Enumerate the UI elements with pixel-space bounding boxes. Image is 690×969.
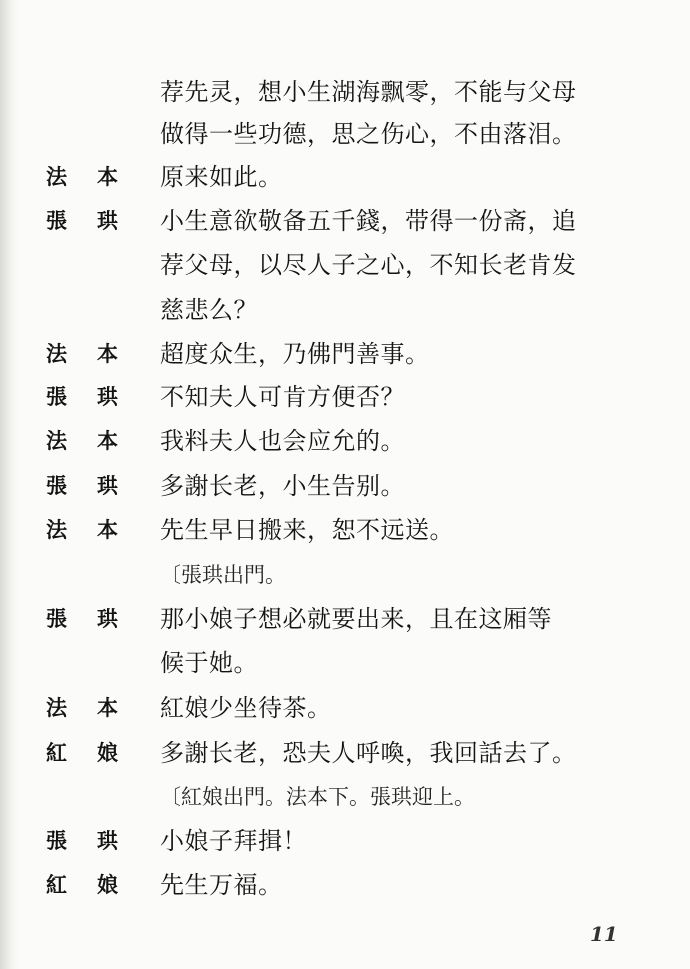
speaker-name: 法本	[46, 164, 148, 189]
dialogue-text: 做得一些功德，思之伤心，不由落泪。	[160, 120, 577, 148]
speaker-name: 紅娘	[46, 740, 148, 765]
dialogue-text: 慈悲么？	[160, 296, 258, 324]
page-spine-shadow	[0, 0, 18, 969]
dialogue-text: 那小娘子想必就要出来，且在这厢等	[160, 605, 552, 633]
speaker-name: 張珙	[46, 473, 148, 498]
dialogue-text: 先生万福。	[160, 871, 283, 899]
dialogue-text: 原来如此。	[160, 163, 283, 191]
dialogue-text: 超度众生，乃佛門善事。	[160, 340, 430, 368]
dialogue-text: 多謝长老，小生告别。	[160, 472, 405, 500]
speaker-name: 張珙	[46, 828, 148, 853]
dialogue-text: 荐先灵，想小生湖海飘零，不能与父母	[160, 78, 577, 106]
dialogue-text: 荐父母，以尽人子之心，不知长老肯发	[160, 251, 577, 279]
speaker-name: 法本	[46, 428, 148, 453]
speaker-name: 張珙	[46, 208, 148, 233]
dialogue-text: 小生意欲敬备五千錢，带得一份斋，追	[160, 207, 577, 235]
dialogue-text: 不知夫人可肯方便否？	[160, 383, 405, 411]
speaker-name: 法本	[46, 341, 148, 366]
speaker-name: 法本	[46, 695, 148, 720]
dialogue-text: 紅娘少坐待茶。	[160, 694, 332, 722]
dialogue-text: 先生早日搬来，恕不远送。	[160, 516, 454, 544]
speaker-name: 紅娘	[46, 872, 148, 897]
dialogue-text: 候于她。	[160, 649, 258, 677]
stage-direction: 〔紅娘出門。法本下。張珙迎上。	[160, 785, 475, 809]
dialogue-text: 小娘子拜揖！	[160, 827, 307, 855]
speaker-name: 張珙	[46, 384, 148, 409]
speaker-name: 法本	[46, 517, 148, 542]
dialogue-text: 多謝长老，恐夫人呼喚，我回話去了。	[160, 739, 577, 767]
page-number: 11	[590, 922, 618, 946]
speaker-name: 張珙	[46, 606, 148, 631]
stage-direction: 〔張珙出門。	[160, 563, 286, 587]
dialogue-text: 我料夫人也会应允的。	[160, 427, 405, 455]
